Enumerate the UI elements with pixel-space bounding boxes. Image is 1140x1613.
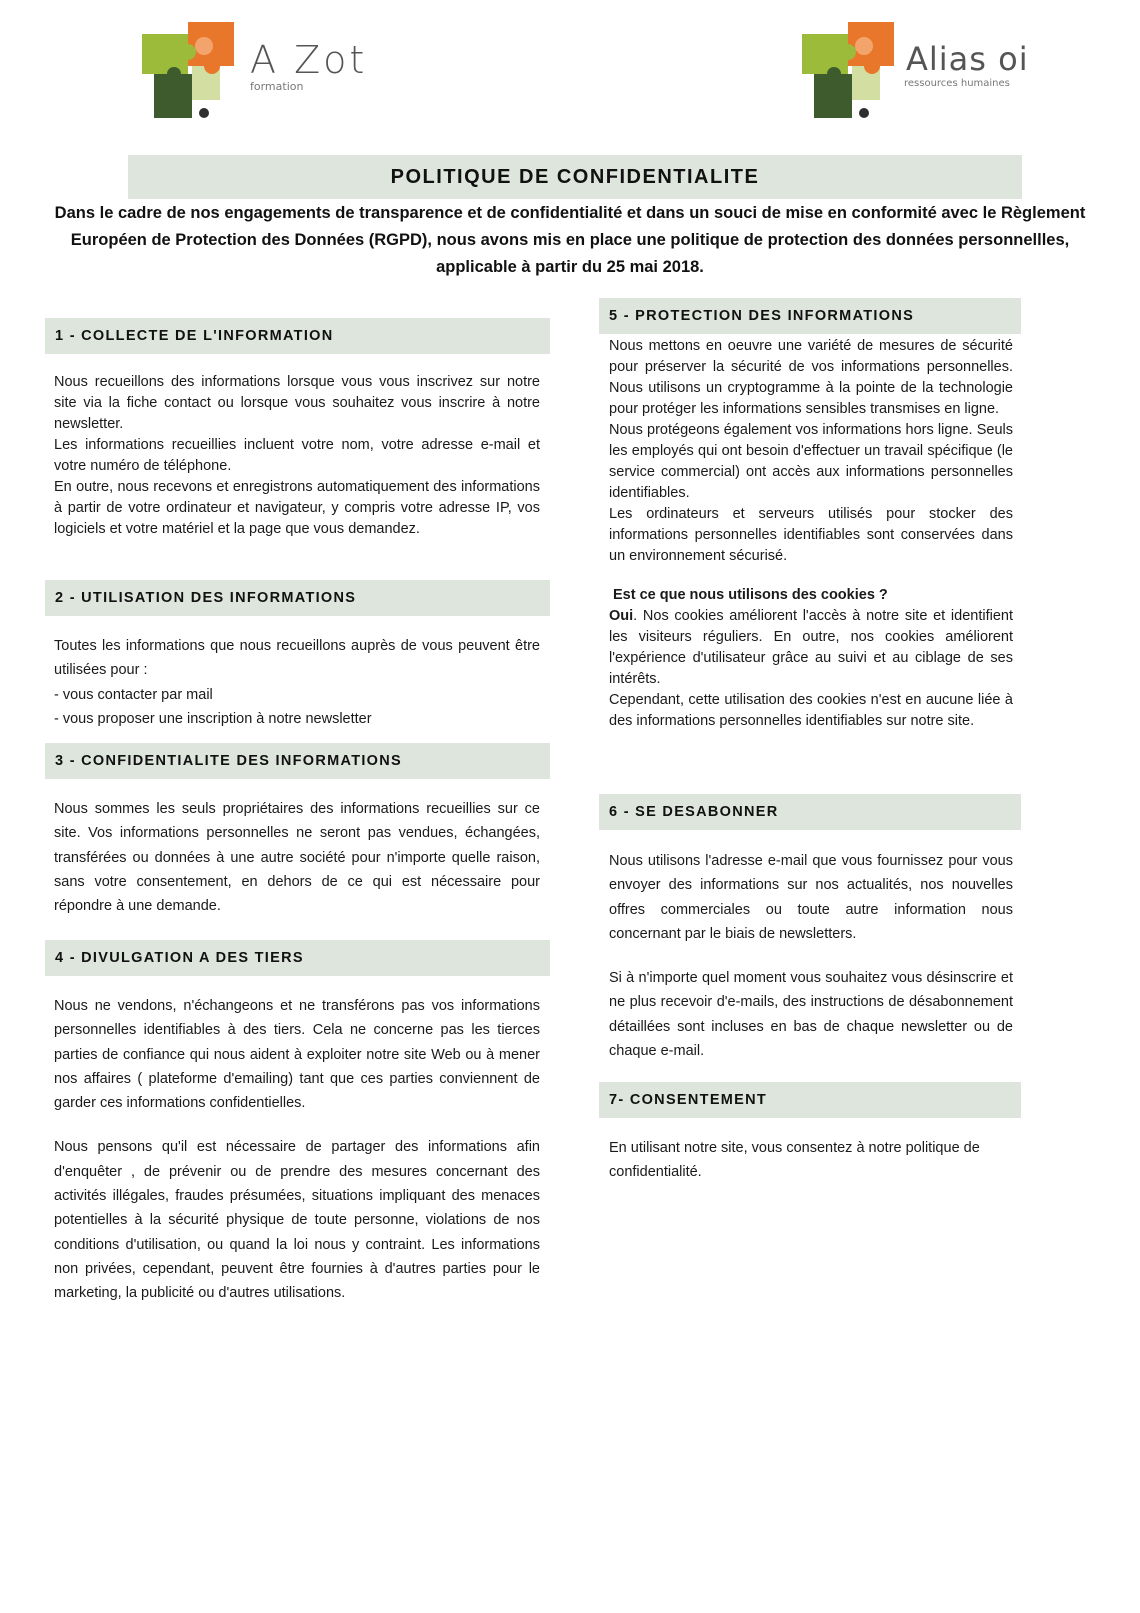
section-7-heading: 7- CONSENTEMENT: [599, 1082, 1021, 1118]
list-item: - vous contacter par mail: [54, 686, 213, 703]
section-1-paragraph: En outre, nous recevons et enregistrons automatiquement des informations à partir de votre ordinateur et navigateur, y compris votre adresse IP, vos logiciels et votre matériel et la page que vous demandez.: [54, 479, 540, 537]
section-2-body: [54, 634, 540, 731]
section-4-paragraph: Nous pensons qu'il est nécessaire de partager des informations afin d'enquêter , de prévenir ou de prendre des mesures concernant des activités illégales, fraudes présumées, situations impliquant des menaces potentielles à la sécurité physique de toute personne, violations de nos conditions d'utilisation, ou quand la loi nous y contraint. Les informations non privées, cependant, peuvent être fournies à d'autres parties pour le marketing, la publicité ou d'autres utilisations.: [54, 1139, 540, 1302]
section-5-paragraph: Les ordinateurs et serveurs utilisés pour stocker des informations personnelles identifiables sont conservées dans un environnement sécurisé.: [609, 506, 1013, 564]
azot-logo-subtitle: formation: [250, 80, 304, 93]
page-title: POLITIQUE DE CONFIDENTIALITE: [128, 155, 1022, 199]
section-2-paragraph: Toutes les informations que nous recueillons auprès de vous peuvent être utilisées pour :: [54, 638, 540, 679]
cookies-answer-text: . Nos cookies améliorent l'accès à notre site et identifient les visiteurs réguliers. En outre, nos cookies améliorent l'expérience d'utilisateur grâce au suivi et au ciblage de ses intérêts.: [609, 608, 1013, 687]
section-3-body: [54, 797, 540, 918]
puzzle-logo-icon: [138, 18, 244, 122]
section-1-paragraph: Nous recueillons des informations lorsque vous vous inscrivez sur notre site via la fiche contact ou lorsque vous souhaitez vous inscrire à notre newsletter.: [54, 374, 540, 432]
section-5-heading: 5 - PROTECTION DES INFORMATIONS: [599, 298, 1021, 334]
section-4-body: [54, 994, 540, 1306]
azot-logo-name: A Zot: [250, 38, 368, 82]
section-4-heading: 4 - DIVULGATION A DES TIERS: [45, 940, 550, 976]
section-5-paragraph: Nous protégeons également vos informations hors ligne. Seuls les employés qui ont besoin d'effectuer un travail spécifique (le service commercial) ont accès aux informations personnelles identifiables.: [609, 422, 1013, 501]
intro-paragraph: Dans le cadre de nos engagements de transparence et de confidentialité et dans un souci de mise en conformité avec le Règlement Européen de Protection des Données (RGPD), nous avons mis en place une politique de protection des données personnellles, applicable à partir du 25 mai 2018.: [54, 204, 1086, 276]
puzzle-logo-icon: [798, 18, 904, 122]
section-3-heading: 3 - CONFIDENTIALITE DES INFORMATIONS: [45, 743, 550, 779]
alias-oi-logo: [798, 18, 1029, 122]
section-6-paragraph: Nous utilisons l'adresse e-mail que vous fournissez pour vous envoyer des informations sur nos actualités, nos nouvelles offres commerciales ou toute autre information nous concernant par le biais de newsletters.: [609, 853, 1013, 942]
alias-oi-logo-subtitle: ressources humaines: [904, 78, 1010, 89]
cookies-yes: Oui: [609, 608, 634, 624]
section-3-paragraph: Nous sommes les seuls propriétaires des informations recueillies sur ce site. Vos informations personnelles ne seront pas vendues, échangées, transférées ou données à une autre société pour n'importe quelle raison, sans votre consentement, en dehors de ce qui est nécessaire pour répondre à une demande.: [54, 801, 540, 915]
cookies-question: Est ce que nous utilisons des cookies ?: [613, 587, 888, 603]
section-6-paragraph: Si à n'importe quel moment vous souhaitez vous désinscrire et ne plus recevoir d'e-mails, des instructions de désabonnement détaillées sont incluses en bas de chaque newsletter ou de chaque e-mail.: [609, 970, 1013, 1060]
section-1-paragraph: Les informations recueillies incluent votre nom, votre adresse e-mail et votre numéro de téléphone.: [54, 437, 540, 474]
section-6-heading: 6 - SE DESABONNER: [599, 794, 1021, 830]
section-5-body: [609, 336, 1013, 732]
section-7-paragraph: En utilisant notre site, vous consentez à notre politique de confidentialité.: [609, 1140, 980, 1181]
cookies-note: Cependant, cette utilisation des cookies n'est en aucune liée à des informations personnelles identifiables sur notre site.: [609, 692, 1013, 729]
cookies-answer: [609, 606, 1013, 690]
list-item: - vous proposer une inscription à notre newsletter: [54, 710, 372, 727]
azot-logo: [138, 18, 368, 122]
section-1-body: [54, 372, 540, 540]
section-5-paragraph: Nous mettons en oeuvre une variété de mesures de sécurité pour préserver la sécurité de vos informations personnelles. Nous utilisons un cryptogramme à la pointe de la technologie pour protéger les informations sensibles transmises en ligne.: [609, 338, 1013, 417]
section-6-body: [609, 849, 1013, 1063]
section-4-paragraph: Nous ne vendons, n'échangeons et ne transférons pas vos informations personnelles identifiables à des tiers. Cela ne concerne pas les tierces parties de confiance qui nous aident à exploiter notre site Web ou à mener nos affaires ( plateforme d'emailing) tant que ces parties conviennent de garder ces informations confidentielles.: [54, 998, 540, 1112]
section-2-heading: 2 - UTILISATION DES INFORMATIONS: [45, 580, 550, 616]
section-7-body: [609, 1136, 1013, 1185]
alias-oi-logo-name: Alias oi: [906, 40, 1029, 78]
section-1-heading: 1 - COLLECTE DE L'INFORMATION: [45, 318, 550, 354]
